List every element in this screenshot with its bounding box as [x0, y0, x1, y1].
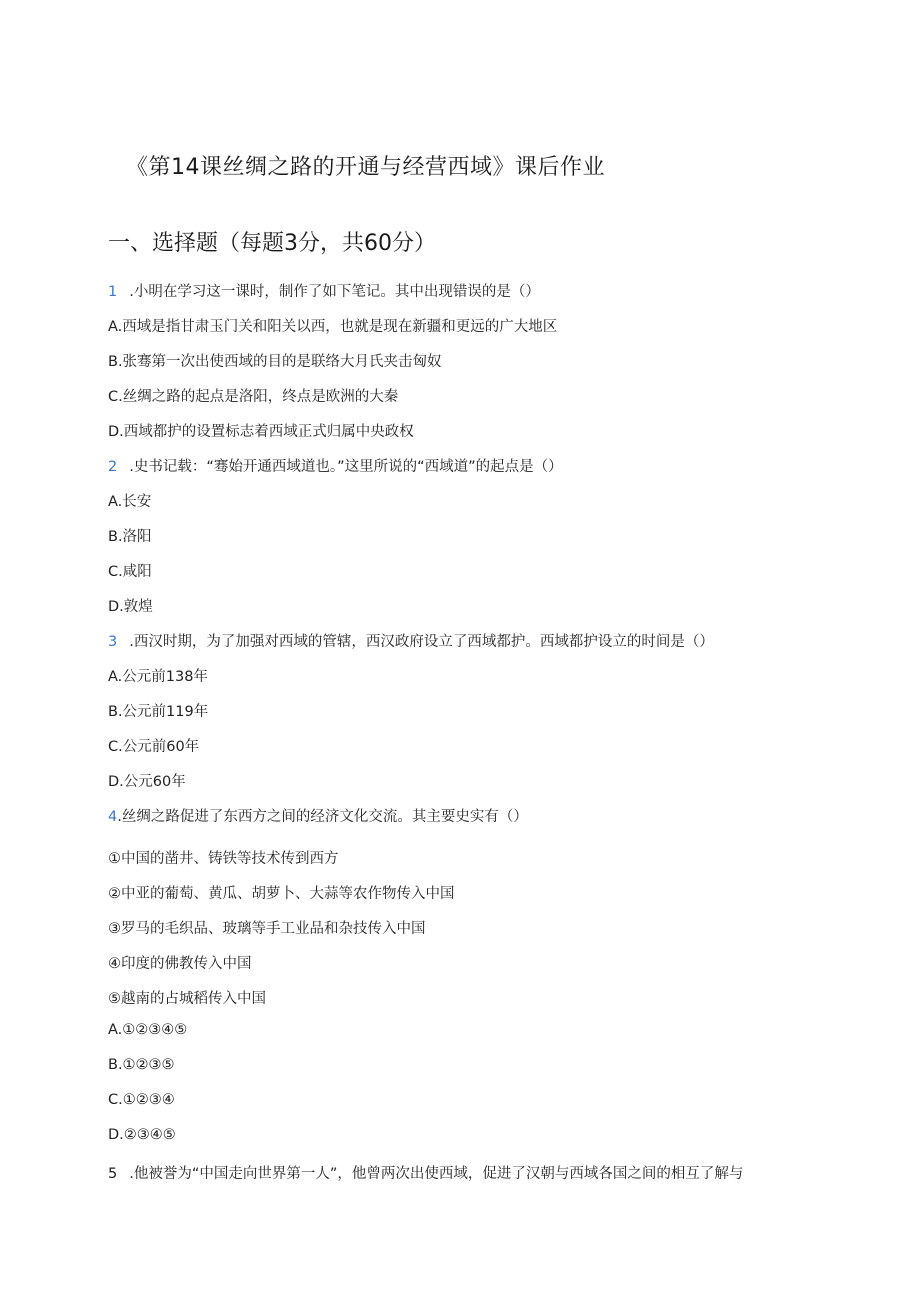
question-text: .小明在学习这一课时，制作了如下笔记。其中出现错误的是（） — [129, 284, 540, 300]
question-number: 4 — [108, 809, 118, 825]
question-number: 3 — [108, 634, 118, 650]
question-3-option-c: C.公元前60年 — [108, 739, 200, 755]
question-1-option-c: C.丝绸之路的起点是洛阳，终点是欧洲的大秦 — [108, 389, 399, 405]
question-4-item-1: ①中国的凿井、铸铁等技术传到西方 — [108, 851, 339, 867]
question-number: 1 — [108, 284, 118, 300]
question-3-option-d: D.公元60年 — [108, 774, 186, 790]
question-4-item-5: ⑤越南的占城稻传入中国 — [108, 991, 266, 1007]
question-3-option-b: B.公元前119年 — [108, 704, 209, 720]
question-4-option-d: D.②③④⑤ — [108, 1127, 176, 1143]
question-text: .史书记载：“骞始开通西域道也。”这里所说的“西域道”的起点是（） — [129, 459, 563, 475]
question-4-item-4: ④印度的佛教传入中国 — [108, 956, 252, 972]
question-4-stem — [108, 805, 528, 826]
section-heading: 一、选择题（每题3分，共60分） — [108, 231, 436, 256]
question-1-option-b: B.张骞第一次出使西域的目的是联络大月氏夹击匈奴 — [108, 354, 442, 370]
question-text: .西汉时期，为了加强对西域的管辖，西汉政府设立了西域都护。西域都护设立的时间是（） — [129, 634, 714, 650]
question-4-item-2: ②中亚的葡萄、黄瓜、胡萝卜、大蒜等农作物传入中国 — [108, 886, 455, 902]
question-2-option-a: A.长安 — [108, 494, 152, 510]
question-number: 5 — [108, 1166, 118, 1182]
question-4-option-c: C.①②③④ — [108, 1092, 175, 1108]
question-5-stem — [108, 1162, 743, 1183]
document-title: 《第14课丝绸之路的开通与经营西域》课后作业 — [126, 155, 605, 180]
question-4-option-b: B.①②③⑤ — [108, 1057, 175, 1073]
question-2-option-b: B.洛阳 — [108, 529, 152, 545]
question-text: .丝绸之路促进了东西方之间的经济文化交流。其主要史实有（） — [117, 809, 528, 825]
question-4-option-a: A.①②③④⑤ — [108, 1022, 188, 1038]
question-3-option-a: A.公元前138年 — [108, 669, 208, 685]
question-2-option-c: C.咸阳 — [108, 564, 152, 580]
question-1-option-d: D.西域都护的设置标志着西域正式归属中央政权 — [108, 424, 414, 440]
question-2-stem — [108, 455, 563, 476]
question-3-stem — [108, 630, 714, 651]
question-text: .他被誉为“中国走向世界第一人”，他曾两次出使西域，促进了汉朝与西域各国之间的相互了解与 — [129, 1166, 744, 1182]
question-4-item-3: ③罗马的毛织品、玻璃等手工业品和杂技传入中国 — [108, 921, 426, 937]
question-1-stem — [108, 280, 540, 301]
question-number: 2 — [108, 459, 118, 475]
question-1-option-a: A.西域是指甘肃玉门关和阳关以西，也就是现在新疆和更远的广大地区 — [108, 319, 558, 335]
question-2-option-d: D.敦煌 — [108, 599, 153, 615]
